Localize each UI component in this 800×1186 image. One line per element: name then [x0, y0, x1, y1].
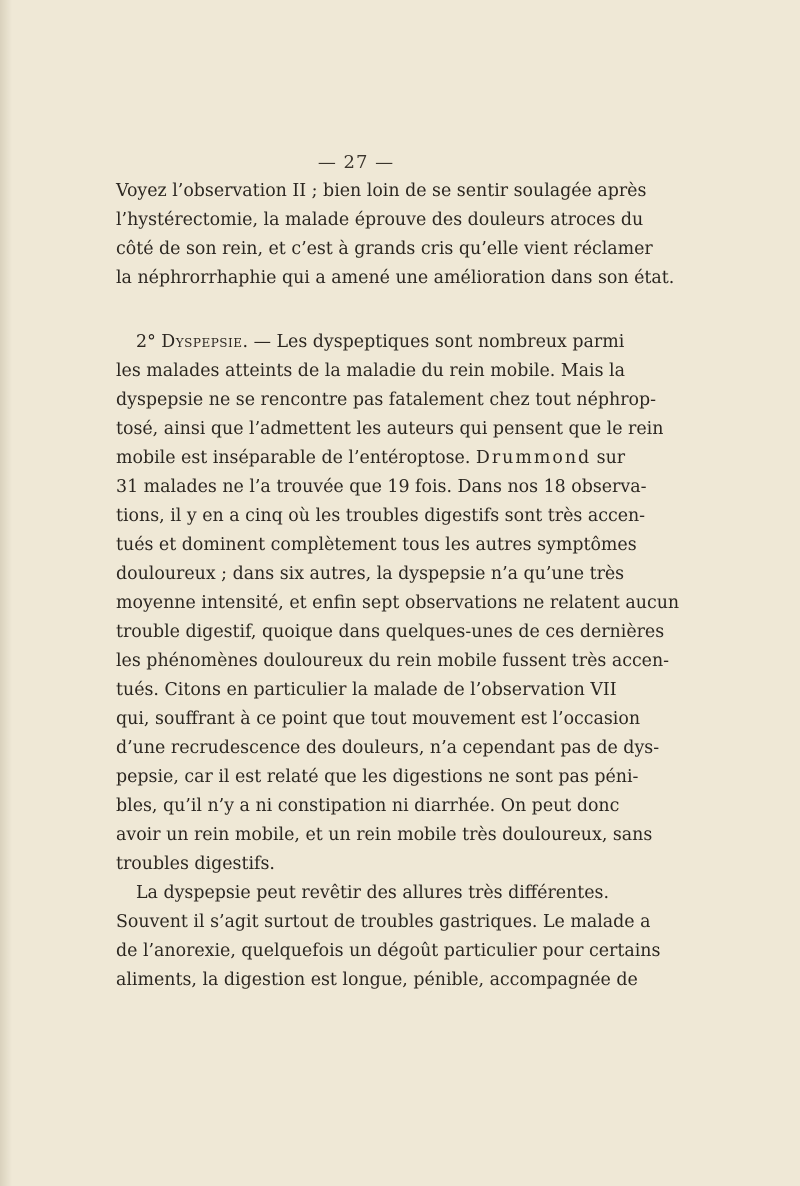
text-line: 2° Dyspepsie. — Les dyspeptiques sont nombreux parmi — [136, 332, 625, 352]
text-line: troubles digestifs. — [116, 854, 275, 874]
page-edge-shadow — [0, 0, 12, 1186]
text-line: aliments, la digestion est longue, pénible, accompagnée de — [116, 970, 638, 990]
text-line: tués. Citons en particulier la malade de l’observation VII — [116, 680, 617, 700]
text-line: dyspepsie ne se rencontre pas fatalement chez tout néphrop- — [116, 390, 657, 410]
text-line: Souvent il s’agit surtout de troubles gastriques. Le malade a — [116, 912, 651, 932]
text-line: douloureux ; dans six autres, la dyspepsie n’a qu’une très — [116, 564, 625, 584]
text-line: de l’anorexie, quelquefois un dégoût particulier pour certains — [116, 941, 661, 961]
text-line: l’hystérectomie, la malade éprouve des douleurs atroces du — [116, 210, 644, 230]
text-line: avoir un rein mobile, et un rein mobile très douloureux, sans — [116, 825, 653, 845]
text-line: les malades atteints de la maladie du rein mobile. Mais la — [116, 361, 625, 381]
text-line: tués et dominent complètement tous les autres symptômes — [116, 535, 637, 555]
text-line: 31 malades ne l’a trouvée que 19 fois. Dans nos 18 observa- — [116, 477, 647, 497]
text-line: côté de son rein, et c’est à grands cris qu’elle vient réclamer — [116, 239, 653, 259]
text-line: moyenne intensité, et enfin sept observations ne relatent aucun — [116, 593, 680, 613]
text-line: qui, souffrant à ce point que tout mouvement est l’occasion — [116, 709, 641, 729]
text-line: Voyez l’observation II ; bien loin de se sentir soulagée après — [116, 181, 647, 201]
text-line: les phénomènes douloureux du rein mobile fussent très accen- — [116, 651, 670, 671]
text-line: trouble digestif, quoique dans quelques-unes de ces dernières — [116, 622, 665, 642]
text-line: d’une recrudescence des douleurs, n’a cependant pas de dys- — [116, 738, 660, 758]
text-line: pepsie, car il est relaté que les digestions ne sont pas péni- — [116, 767, 639, 787]
text-line: tions, il y en a cinq où les troubles digestifs sont très accen- — [116, 506, 646, 526]
text-line: bles, qu’il n’y a ni constipation ni diarrhée. On peut donc — [116, 796, 620, 816]
text-line: La dyspepsie peut revêtir des allures très différentes. — [136, 883, 609, 903]
page-number: — 27 — — [317, 152, 395, 173]
text-line: la néphrorrhaphie qui a amené une amélioration dans son état. — [116, 268, 675, 288]
text-line: tosé, ainsi que l’admettent les auteurs qui pensent que le rein — [116, 419, 664, 439]
text-line: mobile est inséparable de l’entéroptose. Drummond sur — [116, 448, 626, 468]
